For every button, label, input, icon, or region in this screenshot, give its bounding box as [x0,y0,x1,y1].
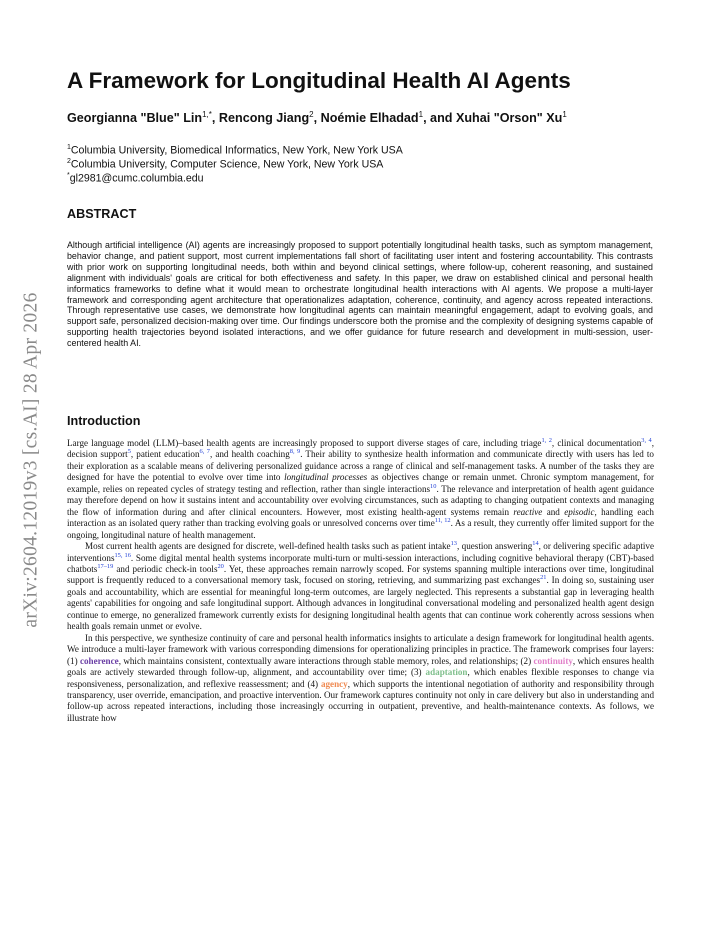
introduction-paragraph [67,438,654,541]
body-text: , or delivering specific adaptive interventions [67,541,655,563]
body-text: and periodic check-in tools [113,563,218,574]
author-name: Xuhai "Orson" Xu [455,111,563,126]
introduction-body [67,438,654,724]
author-affiliation-marker: 1 [562,110,567,119]
author-separator: , [211,111,219,126]
body-text: Large language model (LLM)–based health agents are increasingly proposed to support diverse stages of care, including triage [67,438,542,448]
body-text: . Some digital mental health systems incorporate multi-turn or multi-session interactions, including cognitive behavioral therapy (CBT)-based chatbots [67,552,654,574]
emphasized-text: episodic [564,506,595,517]
body-text: . In doing so, sustaining user goals and accountability, which are essential for meaningful long-term outcomes, are largely neglected. This represents a substantial gap in leveraging health agents' capabilities for ongoing and safe longitudinal support. Although advances in longitudinal conversational modeling and personalized health agent design continue to emerge, no generalized framework currently exists for designing longitudinal health agents that can continue work coherently across sessions when health goals remain unmet or evolve. [67,575,654,632]
author-list [67,110,567,125]
abstract-body: Although artificial intelligence (AI) agents are increasingly proposed to support potentially longitudinal health tasks, such as symptom management, behavior change, and patient support, most current implementations fall short of facilitating user intent and fostering accountability. This contrasts with prior work on supporting longitudinal needs, both within and beyond clinical settings, where follow-up, coherent reasoning, and sustained alignment with individuals' goals are critical for both effectiveness and safety. In this paper, we draw on established clinical and personal health informatics frameworks to define what it would mean to orchestrate longitudinal health interactions with AI agents. We propose a multi-layer framework and corresponding agent architecture that operationalizes adaptation, coherence, continuity, and agency across repeated interactions. Through representative use cases, we demonstrate how longitudinal agents can maintain meaningful engagement, adapt to evolving goals, and support safe, personalized decision-making over time. Our findings underscore both the promise and the complexity of designing systems capable of supporting health trajectories beyond isolated interactions, and we offer guidance for future research and development in multi-session, user-centered health AI. [67,240,653,349]
citation-link[interactable]: 3, 4 [641,436,652,444]
author-separator: , [313,111,321,126]
citation-link[interactable]: 14 [532,540,539,548]
citation-link[interactable]: 15, 16 [114,551,131,559]
citation-link[interactable]: 5 [127,448,131,456]
citation-link[interactable]: 6, 7 [199,448,210,456]
author-affiliation-marker: 2 [309,110,314,119]
emphasized-text: reactive [513,506,543,517]
body-text: , which ensures health goals are actively stewarded through follow-up, alignment, and accountability over time; (3) [67,655,654,678]
affiliation-text: Columbia University, Biomedical Informatics, New York, New York USA [70,144,403,157]
author-affiliation-marker: 1,* [202,110,212,119]
body-text: . Yet, these approaches remain narrowly scoped. For systems spanning multiple interactions over time, longitudinal support is frequently reduced to a conversational memory task, focused on storing, retrieving, and summarizing past exchanges [67,563,654,586]
body-text: . As a result, they currently offer limited support for the ongoing, longitudinal nature of health management. [67,518,654,540]
body-text: , decision support [67,438,654,460]
body-text: , question answering [456,541,533,552]
author-name: Noémie Elhadad [320,111,419,126]
body-text: , which enables flexible responses to change via responsiveness, personalization, and reflexive reassessment; and (4) [67,667,654,689]
emphasized-text: longitudinal processes [284,472,368,483]
author-separator: , and [423,111,456,126]
introduction-heading: Introduction [67,414,141,428]
abstract-heading: ABSTRACT [67,207,137,221]
body-text: as objectives change or remain unmet. Chronic symptom management, for example, relies on repeated cycles of strategy testing and reflection, rather than single interactions [67,472,654,494]
body-text: In this perspective, we synthesize continuity of care and personal health informatics insights to articulate a design framework for longitudinal health agents. We introduce a multi-layer framework with various corresponding dimensions for operationalizing principles in practice. The framework comprises four layers: (1) [67,632,654,666]
framework-layer-keyword: adaptation [425,667,468,678]
email-text: gl2981@cumc.columbia.edu [69,172,204,185]
framework-layer-keyword: coherence [79,655,119,666]
corresponding-email [67,172,204,185]
body-text: , and health coaching [209,449,290,460]
affiliation-text: Columbia University, Computer Science, New York, New York USA [70,158,384,171]
paper-title: A Framework for Longitudinal Health AI Agents [67,68,571,93]
citation-link[interactable]: 21 [540,574,547,582]
affiliation-2 [67,158,383,171]
citation-link[interactable]: 20 [217,562,224,570]
body-text: , which supports the intentional negotiation of authority and responsibility through transparency, user override, emancipation, and proactive intervention. Our framework captures continuity not only in care delivery but also in understanding and follow-up across repeated interactions, including those increasingly occurring in outpatient, preventive, and health-maintenance contexts. As follows, we illustrate how [67,678,654,723]
author-affiliation-marker: 1 [418,110,424,119]
author-name: Rencong Jiang [218,111,310,126]
citation-link[interactable]: 11, 12 [434,517,451,525]
body-text: and [542,506,565,517]
body-text: , which maintains consistent, contextually aware interactions through stable memory, roles, and relationships; (2) [118,655,534,666]
body-text: , clinical documentation [551,438,642,448]
body-text: , patient education [130,449,200,460]
arxiv-identifier-stamp [22,270,42,650]
framework-layer-keyword: continuity [533,655,573,666]
citation-link[interactable]: 1, 2 [541,436,552,444]
introduction-paragraph [67,541,654,633]
citation-link[interactable]: 17–19 [97,562,114,570]
citation-link[interactable]: 10 [430,482,437,490]
affiliation-marker: 1 [67,144,71,151]
body-text: Most current health agents are designed for discrete, well-defined health tasks such as patient intake [85,541,451,552]
affiliation-marker: * [67,172,70,179]
author-name: Georgianna "Blue" Lin [67,111,203,126]
body-text: . The relevance and interpretation of health agent guidance may therefore depend on how it sustains intent and accountability over evolving circumstances, such as adapting to changing outpatient contexts and managing the flow of information during and after clinical encounters. However, most existing health-agent systems remain [67,483,654,517]
body-text: , handling each interaction as an isolated query rather than tracking evolving goals or unresolved concerns over time [67,506,654,529]
introduction-paragraph [67,633,654,725]
arxiv-identifier-text: arXiv:2604.12019v3 [cs.AI] 28 Apr 2026 [21,292,42,628]
citation-link[interactable]: 13 [450,540,457,548]
body-text: . Their ability to synthesize health information and communicate directly with users has led to their exploration as a scalable means of delivering personalized guidance across a range of clinical and self-management tasks. A number of the tasks they are designed for have the potential to evolve over time into [67,449,654,483]
citation-link[interactable]: 8, 9 [289,448,301,456]
affiliation-marker: 2 [67,158,71,165]
framework-layer-keyword: agency [320,678,348,689]
affiliation-1 [67,144,403,157]
